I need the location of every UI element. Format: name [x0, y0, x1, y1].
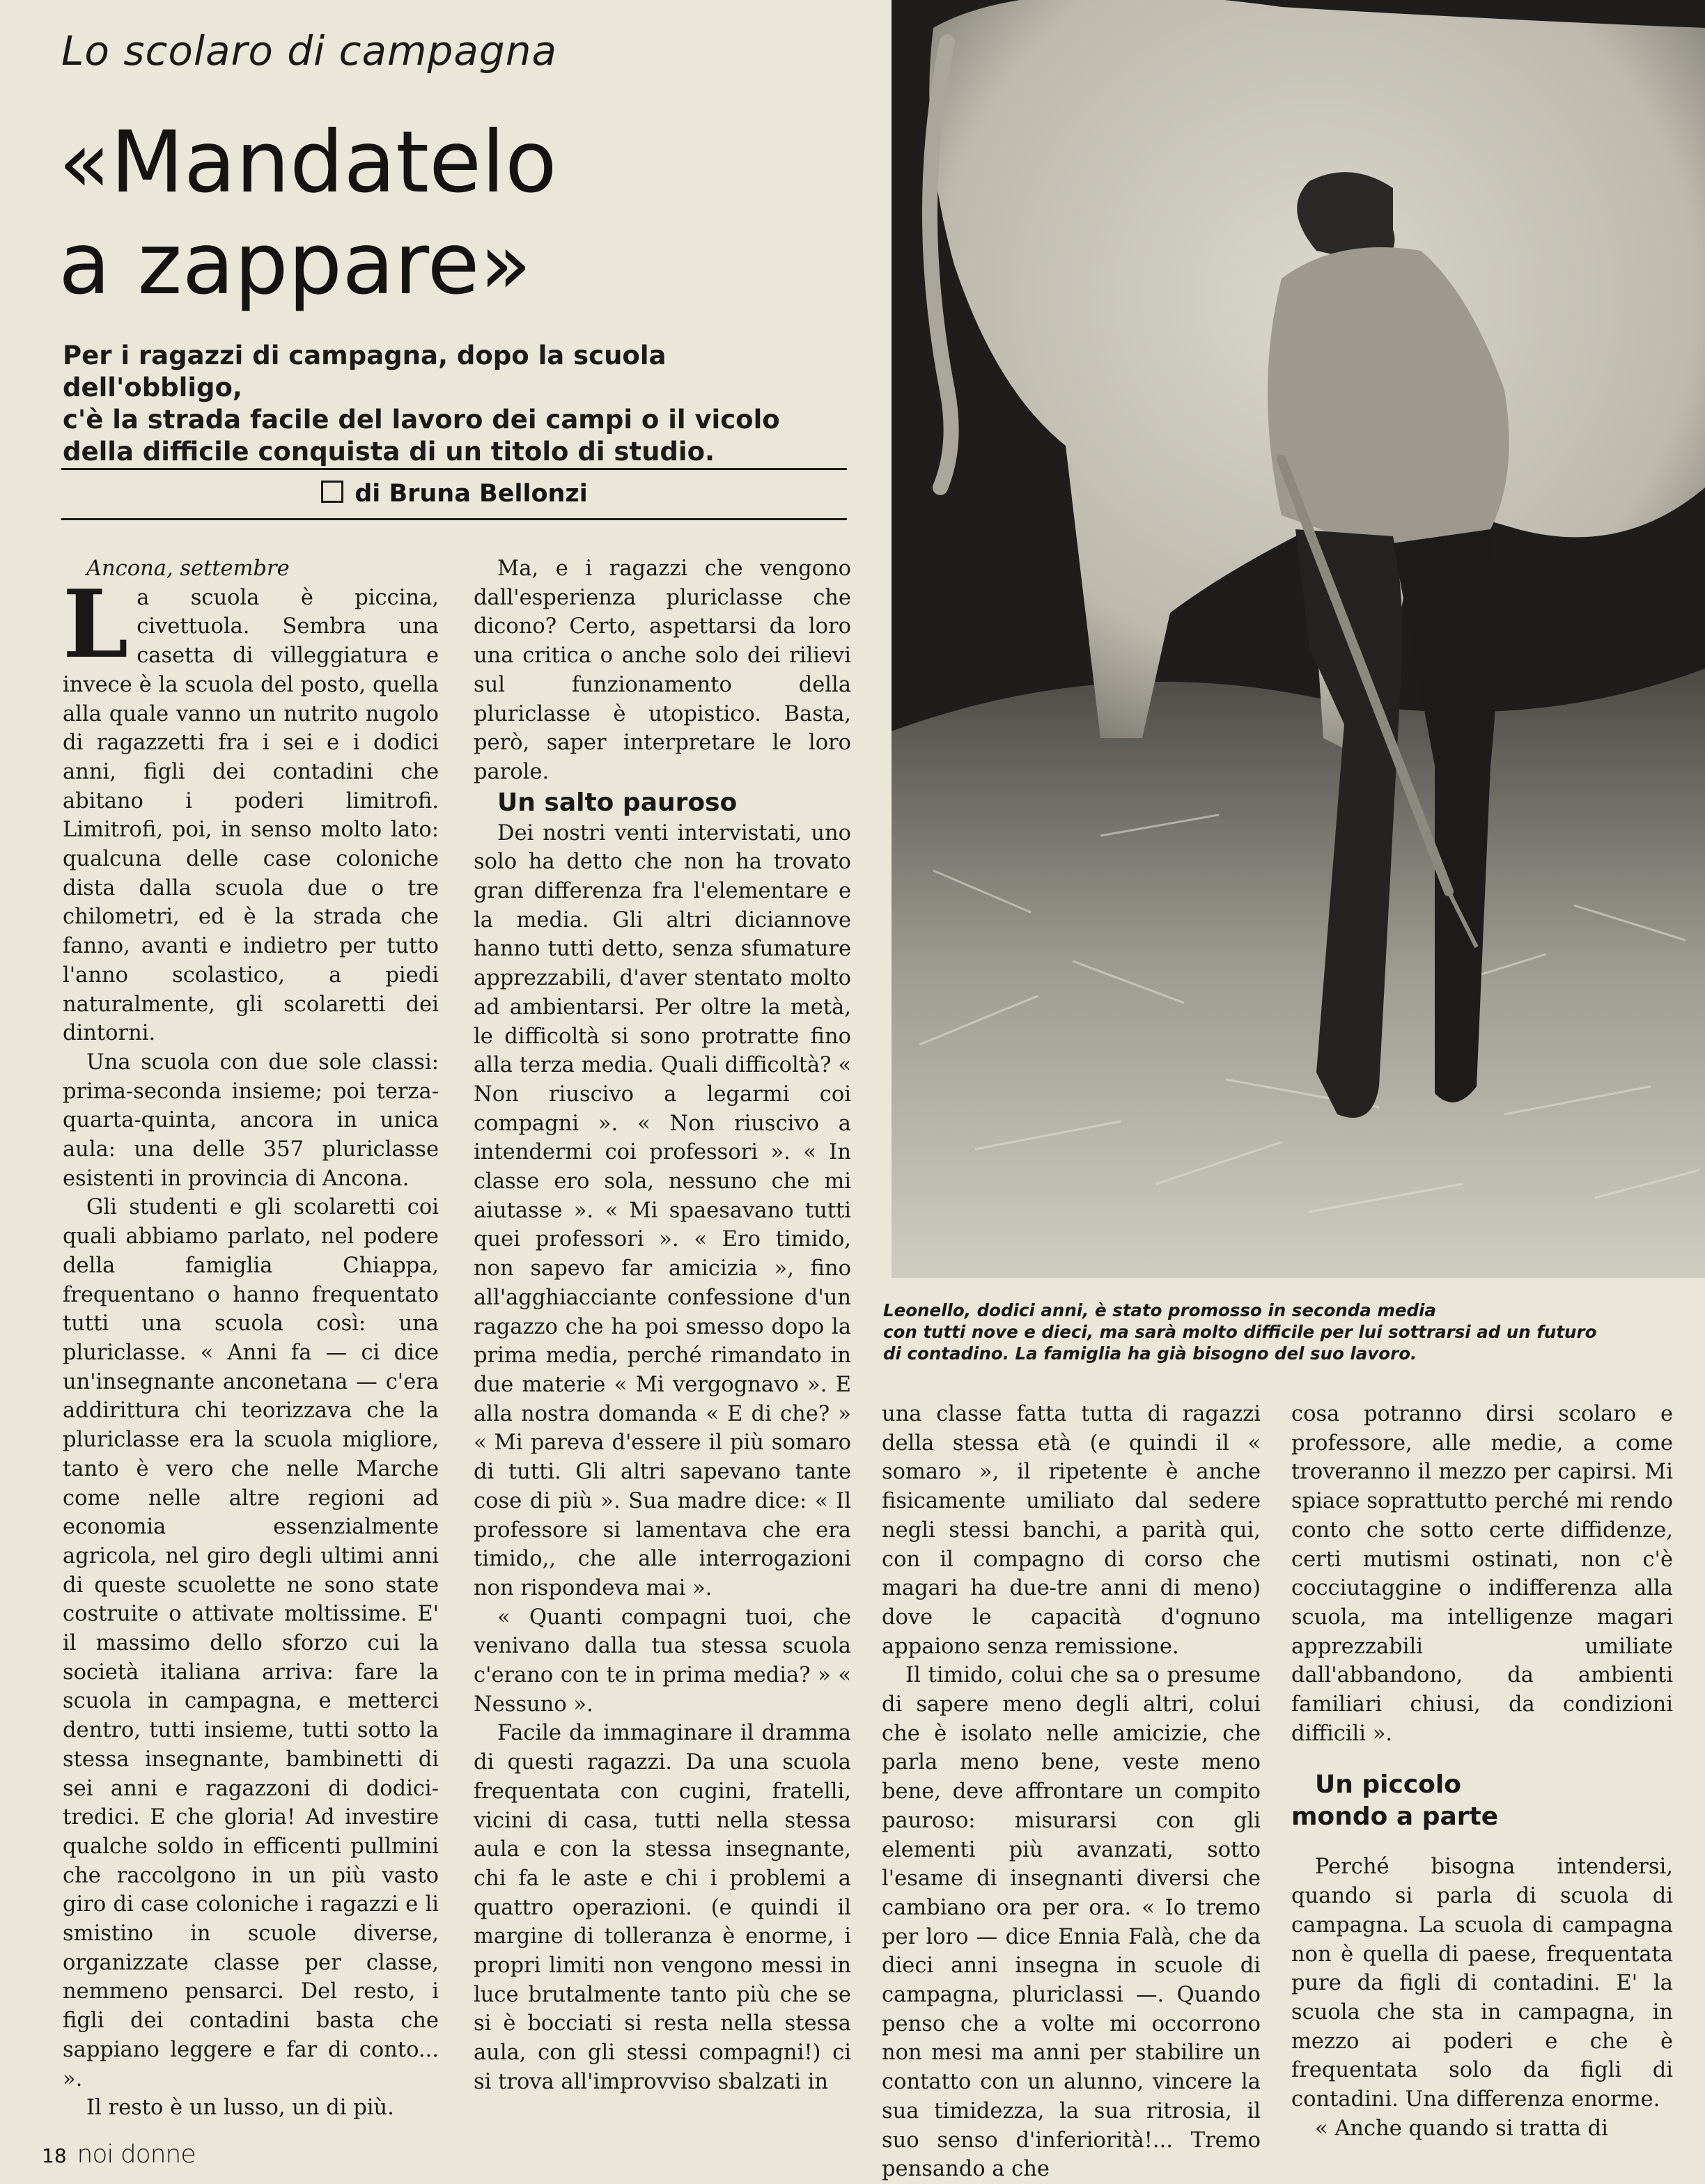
page-footer	[42, 2141, 196, 2170]
caption-line-1: Leonello, dodici anni, è stato promosso in seconda media	[883, 1300, 1436, 1320]
article-column-4	[1291, 1400, 1673, 2143]
photo-caption	[883, 1300, 1684, 1364]
standfirst	[63, 340, 850, 468]
byline	[63, 478, 846, 510]
subhead-un-salto-pauroso: Un salto pauroso	[497, 788, 738, 817]
caption-line-2: con tutti nove e dieci, ma sarà molto difficile per lui sottrarsi ad un futuro	[883, 1322, 1597, 1342]
article-column-1	[63, 554, 439, 2123]
kicker: Lo scolaro di campagna	[61, 27, 558, 75]
standfirst-line-2: c'è la strada facile del lavoro dei campi o il vicolo	[63, 405, 780, 435]
paragraph: La scuola è piccina, civettuola. Sembra una casetta di villeggiatura e invece è la scuola del posto, quella alla quale vanno un nutrito nugolo di ragazzetti fra i sei e i dodici anni, figli dei contadini che abitano i poderi limitrofi. Limitrofi, poi, in senso molto lato: qualcuna delle case coloniche dista dalla scuola due o tre chilometri, ed è la strada che fanno, avanti e indietro per tutto l'anno scolastico, a piedi naturalmente, gli scolaretti dei dintorni.	[63, 568, 439, 1046]
paragraph: Facile da immaginare il dramma di questi ragazzi. Da una scuola frequentata con cugini, fratelli, vicini di casa, tutti nella stessa aula e con la stessa insegnante, chi fa le aste e chi i problemi a quattro operazioni. (e quindi il margine di tolleranza è enorme, i propri limiti non vengono messi in luce brutalmente tanto più che se si è bocciati si resta nella stessa aula, con gli stessi compagni!) ci si trova all'improvviso sbalzati in	[474, 1721, 851, 2094]
headline-line-1: «Mandatelo	[59, 113, 557, 212]
paragraph: Il resto è un lusso, un di più.	[86, 2096, 394, 2121]
byline-rule-top	[61, 468, 847, 470]
standfirst-line-3: della difficile conquista di un titolo di studio.	[63, 437, 715, 467]
square-bullet-icon	[321, 481, 343, 503]
byline-rule-bottom	[61, 518, 847, 520]
article-column-2	[474, 554, 851, 2097]
headline-line-2: a zappare»	[59, 214, 532, 313]
caption-line-3: di contadino. La famiglia ha già bisogno del suo lavoro.	[883, 1343, 1417, 1364]
subhead-un-piccolo-mondo-a-parte: Un piccolo mondo a parte	[1291, 1770, 1499, 1832]
magazine-logo: noi donne	[77, 2140, 196, 2169]
byline-text: di Bruna Bellonzi	[355, 480, 588, 508]
article-column-3	[882, 1400, 1261, 2184]
photo-boy-with-cow	[892, 0, 1705, 1278]
drop-cap: L	[63, 568, 129, 679]
paragraph: Perché bisogna intendersi, quando si parla di scuola di campagna. La scuola di campagna non è quella di paese, frequentata pure da figli di contadini. E' la scuola che sta in campagna, in mezzo ai poderi e che è frequentata solo da figli di contadini. Una differenza enorme.	[1291, 1855, 1673, 2112]
paragraph: Gli studenti e gli scolaretti coi quali abbiamo parlato, nel podere della famiglia Chiappa, frequentano o hanno frequentato tutti una scuola così: una pluriclasse. « Anni fa — ci dice un'insegnante anconetana — c'era addirittura chi teorizzava che la pluriclasse era la scuola migliore, tanto è vero che nelle Marche come nelle altre regioni ad economia essenzialmente agricola, nel giro degli ultimi anni di queste scuolette ne sono state costruite o attivate moltissime. E' il massimo dello sforzo cui la società italiana arriva: fare la scuola in campagna, e metterci dentro, tutti insieme, tutti sotto la stessa insegnante, bambinetti di sei anni e ragazzoni di dodici-tredici. E che gloria! Ad investire qualche soldo in efficenti pullmini che raccolgono in un più vasto giro di case coloniche i ragazzi e li smistino in scuole diverse, organizzate classe per classe, nemmeno pensarci. Del resto, i figli dei contadini basta che sappiano leggere e far di conto... ».	[63, 1195, 439, 2091]
paragraph: Ma, e i ragazzi che vengono dall'esperienza pluriclasse che dicono? Certo, aspettarsi da loro una critica o anche solo dei rilievi sul funzionamento della pluriclasse è utopistico. Basta, però, saper interpretare le loro parole.	[474, 556, 851, 784]
page-number: 18	[42, 2144, 67, 2167]
paragraph: « Anche quando si tratta di	[1315, 2116, 1608, 2141]
paragraph: « Quanti compagni tuoi, che venivano dalla tua stessa scuola c'erano con te in prima media? » « Nessuno ».	[474, 1605, 851, 1717]
dateline: Ancona, settembre	[86, 556, 290, 581]
headline	[59, 111, 859, 315]
standfirst-line-1: Per i ragazzi di campagna, dopo la scuola dell'obbligo,	[63, 341, 667, 403]
paragraph: Dei nostri venti intervistati, uno solo ha detto che non ha trovato gran differenza fra l'elementare e la media. Gli altri diciannove hanno tutti detto, senza sfumature apprezzabili, d'aver stentato molto ad ambientarsi. Per oltre la metà, le difficoltà si sono protratte fino alla terza media. Quali difficoltà? « Non riuscivo a legarmi coi compagni ». « Non riuscivo a intendermi coi professori ». « In classe ero sola, nessuno che mi aiutasse ». « Mi spaesavano tutti quei professori ». « Ero timido, non sapevo far amicizia », fino all'agghiacciante confessione d'un ragazzo che ha poi smesso dopo la prima media, perché rimandato in due materie « Mi vergognavo ». E alla nostra domanda « E di che? » « Mi pareva d'essere il più somaro di tutti. Gli altri sapevano tante cose di più ». Sua madre dice: « Il professore si lamentava che era timido,, che alle interrogazioni non rispondeva mai ».	[474, 820, 851, 1600]
paragraph: Una scuola con due sole classi: prima-seconda insieme; poi terza-quarta-quinta, ancora in unica aula: una delle 357 pluriclasse esistenti in provincia di Ancona.	[63, 1050, 439, 1191]
paragraph: Il timido, colui che sa o presume di sapere meno degli altri, colui che è isolato nelle amicizie, che parla meno bene, veste meno bene, deve affrontare un compito pauroso: misurarsi con gli elementi più avanzati, sotto l'esame di insegnanti diversi che cambiano ora per ora. « Io tremo per loro — dice Ennia Falà, che da dieci anni insegna in scuole di campagna, pluriclassi —. Quando penso che a volte mi occorrono non mesi ma anni per stabilire un contatto con un alunno, vincere la sua timidezza, la sua ritrosia, il suo senso d'inferiorità!... Tremo pensando a che	[882, 1663, 1261, 2182]
paragraph: cosa potranno dirsi scolaro e professore, alle medie, a come troveranno il mezzo per capirsi. Mi spiace soprattutto perché mi rendo conto che sotto certe diffidenze, certi mutismi ostinati, non c'è cocciutaggine o indifferenza alla scuola, ma intelligenze magari apprezzabili umiliate dall'abbandono, da ambienti familiari chiusi, da condizioni difficili ».	[1291, 1402, 1673, 1746]
paragraph: una classe fatta tutta di ragazzi della stessa età (e quindi il « somaro », il ripetente è anche fisicamente umiliato dal sedere negli stessi banchi, a parità qui, con il compagno di corso che magari ha due-tre anni di meno) dove le capacità d'ognuno appaiono senza remissione.	[882, 1402, 1261, 1659]
